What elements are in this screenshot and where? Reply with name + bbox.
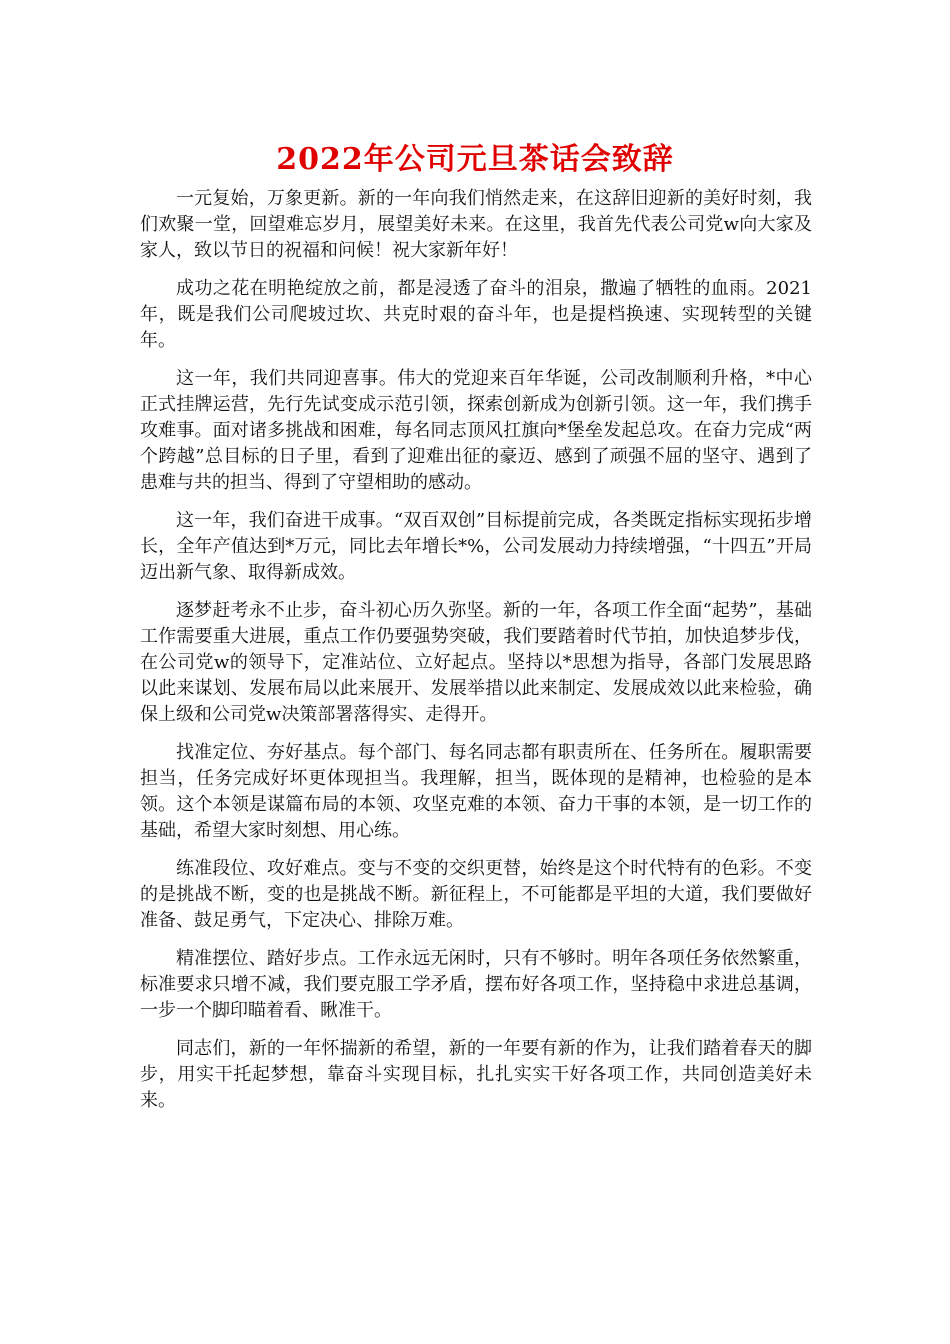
paragraph-8: 精准摆位、踏好步点。工作永远无闲时，只有不够时。明年各项任务依然繁重，标准要求只增不减，我们要克服工学矛盾，摆布好各项工作，坚持稳中求进总基调，一步一个脚印瞄着看、瞅准干。: [140, 948, 812, 1021]
paragraph-1: 一元复始，万象更新。新的一年向我们悄然走来，在这辞旧迎新的美好时刻，我们欢聚一堂，回望难忘岁月，展望美好未来。在这里，我首先代表公司党w向大家及家人，致以节日的祝福和问候！祝大家新年好！: [140, 188, 812, 261]
paragraph-9: 同志们，新的一年怀揣新的希望，新的一年要有新的作为，让我们踏着春天的脚步，用实干托起梦想，靠奋斗实现目标，扎扎实实干好各项工作，共同创造美好未来。: [140, 1038, 812, 1111]
paragraph-4: 这一年，我们奋进干成事。“双百双创”目标提前完成，各类既定指标实现拓步增长，全年产值达到*万元，同比去年增长*%，公司发展动力持续增强，“十四五”开局迈出新气象、取得新成效。: [140, 510, 812, 583]
paragraph-7: 练准段位、攻好难点。变与不变的交织更替，始终是这个时代特有的色彩。不变的是挑战不断，变的也是挑战不断。新征程上，不可能都是平坦的大道，我们要做好准备、鼓足勇气，下定决心、排除万难。: [140, 858, 812, 931]
paragraph-5: 逐梦赶考永不止步，奋斗初心历久弥坚。新的一年，各项工作全面“起势”，基础工作需要重大进展，重点工作仍要强势突破，我们要踏着时代节拍，加快追梦步伐，在公司党w的领导下，定准站位、立好起点。坚持以*思想为指导，各部门发展思路以此来谋划、发展布局以此来展开、发展举措以此来制定、发展成效以此来检验，确保上级和公司党w决策部署落得实、走得开。: [140, 600, 812, 725]
paragraph-3: 这一年，我们共同迎喜事。伟大的党迎来百年华诞，公司改制顺利升格，*中心正式挂牌运营，先行先试变成示范引领，探索创新成为创新引领。这一年，我们携手攻难事。面对诸多挑战和困难，每名同志顶风扛旗向*堡垒发起总攻。在奋力完成“两个跨越”总目标的日子里，看到了迎难出征的豪迈、感到了顽强不屈的坚守、遇到了患难与共的担当、得到了守望相助的感动。: [140, 368, 812, 493]
paragraph-2: 成功之花在明艳绽放之前，都是浸透了奋斗的泪泉，撒遍了牺牲的血雨。2021年，既是我们公司爬坡过坎、共克时艰的奋斗年，也是提档换速、实现转型的关键年。: [140, 278, 812, 351]
document-body: [140, 186, 812, 1126]
paragraph-6: 找准定位、夯好基点。每个部门、每名同志都有职责所在、任务所在。履职需要担当，任务完成好坏更体现担当。我理解，担当，既体现的是精神，也检验的是本领。这个本领是谋篇布局的本领、攻坚克难的本领、奋力干事的本领，是一切工作的基础，希望大家时刻想、用心练。: [140, 742, 812, 841]
document-title: 2022年公司元旦茶话会致辞: [276, 142, 674, 177]
